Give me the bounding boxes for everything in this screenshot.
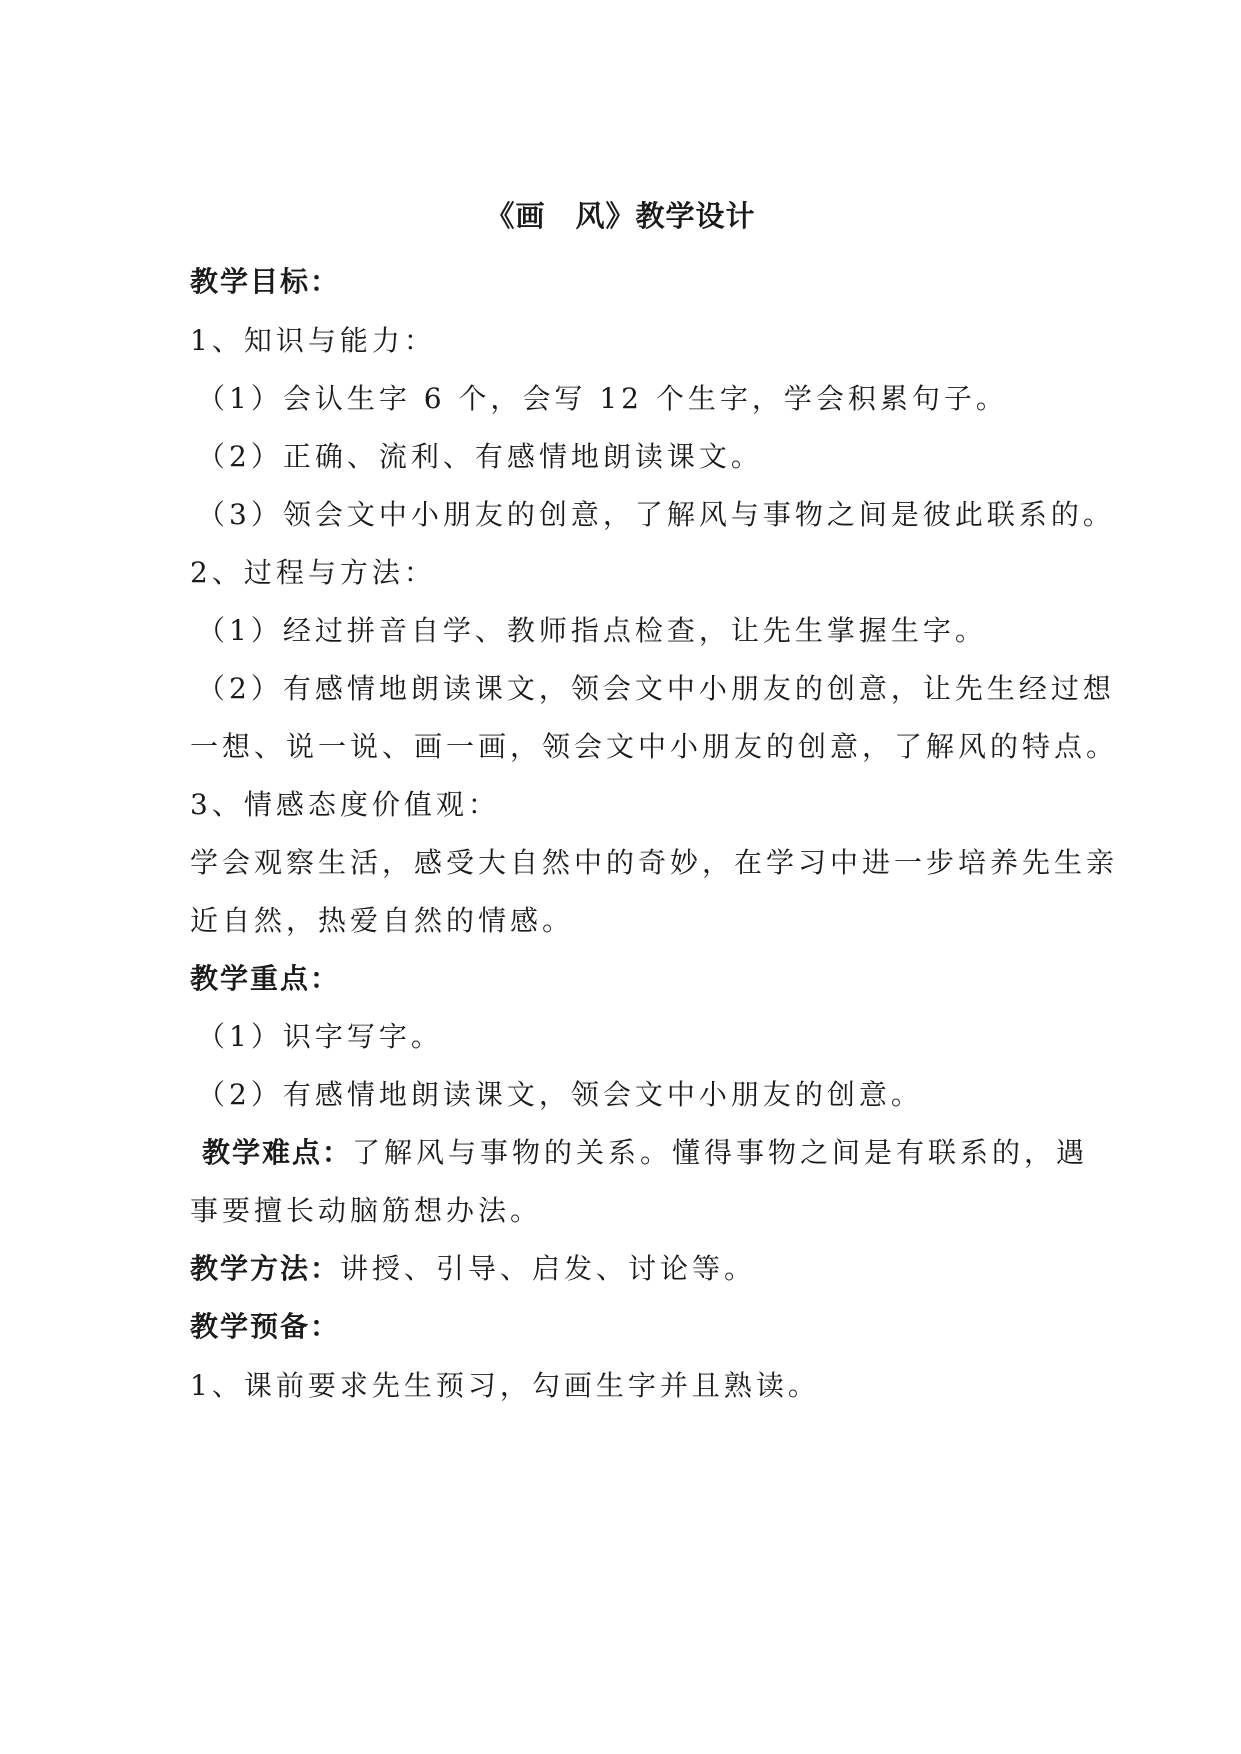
preparation-item: 1、课前要求先生预习，勾画生字并且熟读。	[190, 1369, 820, 1402]
process-item: （2）有感情地朗读课文，领会文中小朋友的创意，让先生经过想	[197, 672, 1115, 705]
difficulty-text: 了解风与事物的关系。懂得事物之间是有联系的，遇	[352, 1136, 1089, 1169]
keypoints-item: （1）识字写字。	[197, 1020, 443, 1053]
process-item-continuation: 一想、说一说、画一画，领会文中小朋友的创意，了解风的特点。	[190, 730, 1119, 763]
process-heading: 2、过程与方法：	[190, 556, 436, 589]
difficulty-continuation: 事要擅长动脑筋想办法。	[190, 1194, 543, 1227]
knowledge-heading: 1、知识与能力：	[190, 324, 436, 357]
process-item: （1）经过拼音自学、教师指点检查，让先生掌握生字。	[197, 614, 987, 647]
knowledge-item: （2）正确、流利、有感情地朗读课文。	[197, 440, 763, 473]
difficulty-line	[202, 1133, 1088, 1173]
document-title: 《画 风》教学设计	[485, 199, 756, 233]
knowledge-item: （3）领会文中小朋友的创意，了解风与事物之间是彼此联系的。	[197, 498, 1115, 531]
keypoints-item: （2）有感情地朗读课文，领会文中小朋友的创意。	[197, 1078, 923, 1111]
attitude-line: 近自然，热爱自然的情感。	[190, 904, 575, 937]
methods-label: 教学方法：	[190, 1252, 341, 1285]
methods-text: 讲授、引导、启发、讨论等。	[340, 1252, 757, 1285]
difficulty-label: 教学难点：	[202, 1136, 353, 1169]
methods-line	[190, 1249, 756, 1289]
knowledge-item: （1）会认生字 6 个，会写 12 个生字，学会积累句子。	[197, 382, 1008, 415]
attitude-heading: 3、情感态度价值观：	[190, 788, 500, 821]
preparation-heading: 教学预备：	[190, 1310, 341, 1343]
keypoints-heading: 教学重点：	[190, 962, 341, 995]
objectives-heading: 教学目标：	[190, 265, 341, 298]
attitude-line: 学会观察生活，感受大自然中的奇妙，在学习中进一步培养先生亲	[190, 846, 1119, 879]
